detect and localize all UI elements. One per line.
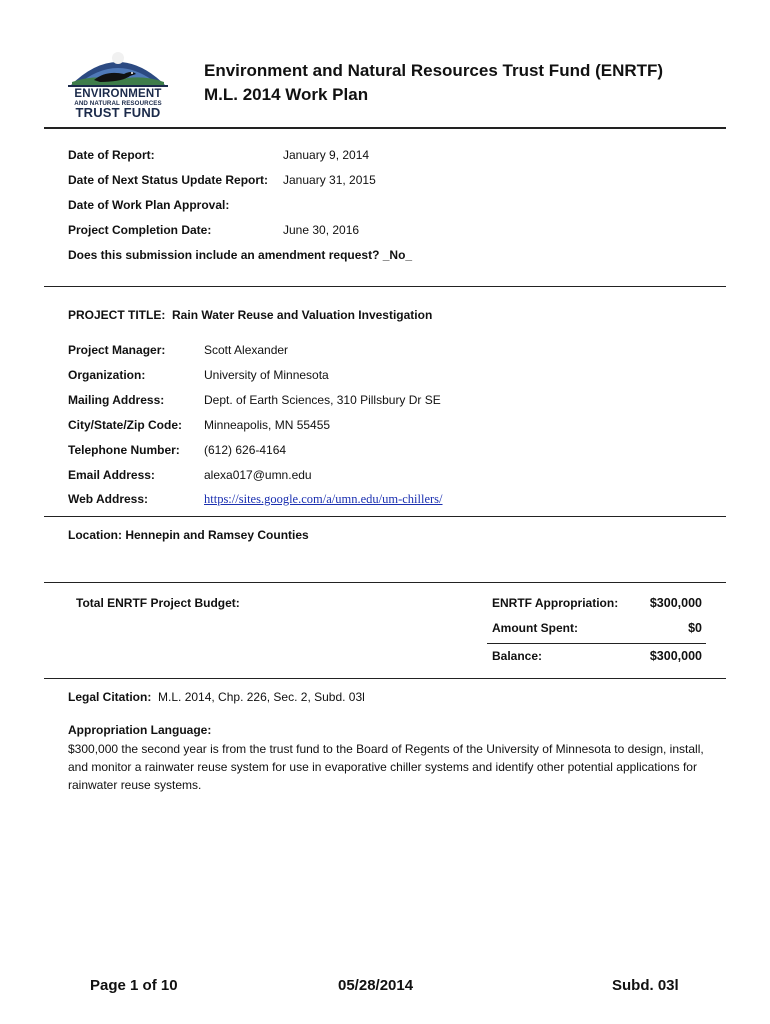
appropriation-value: $300,000 bbox=[649, 596, 702, 610]
section-divider-2 bbox=[44, 516, 726, 517]
mailing-address-value: Dept. of Earth Sciences, 310 Pillsbury Dr SE bbox=[204, 393, 441, 407]
title-line-1: Environment and Natural Resources Trust Fund (ENRTF) bbox=[204, 61, 664, 80]
city-state-zip-label: City/State/Zip Code: bbox=[68, 418, 183, 432]
logo-text-trust-fund: TRUST FUND bbox=[75, 105, 161, 120]
completion-date-label: Project Completion Date: bbox=[68, 223, 212, 237]
telephone-value: (612) 626-4164 bbox=[204, 443, 287, 457]
section-divider-3 bbox=[44, 582, 726, 583]
organization-label: Organization: bbox=[68, 368, 146, 382]
project-manager-label: Project Manager: bbox=[68, 343, 166, 357]
project-title-value: Rain Water Reuse and Valuation Investigation bbox=[172, 308, 433, 322]
web-address-label: Web Address: bbox=[68, 492, 149, 506]
project-manager-value: Scott Alexander bbox=[204, 343, 289, 357]
approval-date-label: Date of Work Plan Approval: bbox=[68, 198, 230, 212]
date-of-report-label: Date of Report: bbox=[68, 148, 155, 162]
amount-spent-value: $0 bbox=[688, 621, 702, 635]
web-address-link[interactable]: https://sites.google.com/a/umn.edu/um-chillers/ bbox=[204, 492, 443, 506]
next-update-label: Date of Next Status Update Report: bbox=[68, 173, 269, 187]
balance-label: Balance: bbox=[492, 649, 543, 663]
legal-citation-row bbox=[68, 690, 365, 704]
footer-date: 05/28/2014 bbox=[338, 977, 414, 994]
location-text: Location: Hennepin and Ramsey Counties bbox=[68, 528, 309, 542]
telephone-label: Telephone Number: bbox=[68, 443, 180, 457]
footer-page-number: Page 1 of 10 bbox=[90, 977, 178, 994]
amount-spent-label: Amount Spent: bbox=[492, 621, 578, 635]
header-divider bbox=[44, 127, 726, 129]
balance-value: $300,000 bbox=[649, 649, 702, 663]
completion-date-value: June 30, 2016 bbox=[283, 223, 360, 237]
title-line-2: M.L. 2014 Work Plan bbox=[204, 85, 369, 104]
logo-text-environment: ENVIRONMENT bbox=[74, 88, 162, 100]
legal-citation-value: M.L. 2014, Chp. 226, Sec. 2, Subd. 03l bbox=[158, 690, 365, 704]
date-of-report-value: January 9, 2014 bbox=[283, 148, 370, 162]
city-state-zip-value: Minneapolis, MN 55455 bbox=[204, 418, 331, 432]
organization-value: University of Minnesota bbox=[204, 368, 329, 382]
budget-total-rule bbox=[487, 643, 706, 644]
legal-citation-label: Legal Citation: bbox=[68, 690, 152, 704]
appropriation-language-text: $300,000 the second year is from the trust fund to the Board of Regents of the University of Minnesota to design, install, and monitor a rainwater reuse system for use in evaporative chiller systems and identify other potential applications for rainwater reuse systems. bbox=[68, 742, 704, 792]
document-title bbox=[204, 59, 663, 107]
project-title-row bbox=[68, 308, 432, 322]
next-update-value: January 31, 2015 bbox=[283, 173, 376, 187]
logo-text-natural-resources: AND NATURAL RESOURCES bbox=[74, 100, 162, 107]
appropriation-label: ENRTF Appropriation: bbox=[492, 596, 619, 610]
section-divider-4 bbox=[44, 678, 726, 679]
total-budget-label: Total ENRTF Project Budget: bbox=[76, 596, 240, 610]
footer-subdivision: Subd. 03l bbox=[612, 977, 679, 994]
section-divider-1 bbox=[44, 286, 726, 287]
email-value: alexa017@umn.edu bbox=[204, 468, 312, 482]
email-label: Email Address: bbox=[68, 468, 155, 482]
mailing-address-label: Mailing Address: bbox=[68, 393, 165, 407]
appropriation-language-heading: Appropriation Language: bbox=[68, 723, 212, 737]
loon-logo-icon bbox=[66, 44, 170, 88]
project-title-label: PROJECT TITLE: bbox=[68, 308, 166, 322]
amendment-question: Does this submission include an amendment request? _No_ bbox=[68, 248, 413, 262]
